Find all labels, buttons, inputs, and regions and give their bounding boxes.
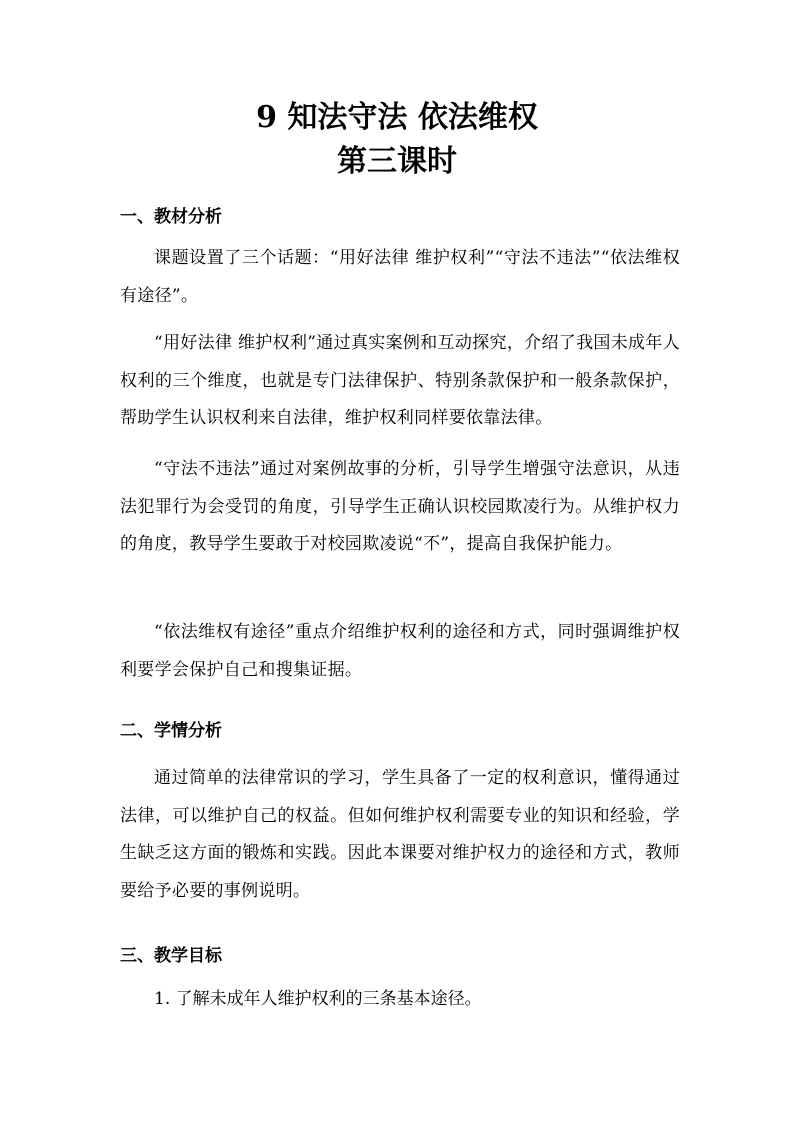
objective-item: 1. 了解未成年人维护权利的三条基本途径。	[154, 989, 482, 1009]
section-heading-textbook-analysis: 一、教材分析	[120, 207, 222, 227]
section-heading-learner-analysis: 二、学情分析	[120, 721, 222, 741]
paragraph-topics-intro: 课题设置了三个话题：“用好法律 维护权利”“守法不违法”“依法维权有途径”。	[120, 248, 680, 306]
document-subtitle: 第三课时	[337, 144, 457, 179]
paragraph-learner-analysis: 通过简单的法律常识的学习，学生具备了一定的权利意识，懂得通过法律，可以维护自己的权益。但如何维护权利需要专业的知识和经验，学生缺乏这方面的锻炼和实践。因此本课要对维护权力的途径和方式，教师要给予必要的事例说明。	[120, 768, 680, 901]
paragraph-use-law-protect-rights: “用好法律 维护权利”通过真实案例和互动探究，介绍了我国未成年人权利的三个维度，也就是专门法律保护、特别条款保护和一般条款保护，帮助学生认识权利来自法律，维护权利同样要依靠法律。	[120, 333, 680, 428]
section-heading-teaching-objectives: 三、教学目标	[120, 946, 222, 966]
paragraph-rights-protection-channels: “依法维权有途径”重点介绍维护权利的途径和方式，同时强调维护权利要学会保护自己和搜集证据。	[120, 622, 680, 680]
paragraph-abide-by-law: “守法不违法”通过对案例故事的分析，引导学生增强守法意识，从违法犯罪行为会受罚的角度，引导学生正确认识校园欺凌行为。从维护权力的角度，教导学生要敢于对校园欺凌说“不”，提高自我保护能力。	[120, 459, 680, 554]
document-title: 9 知法守法 依法维权	[256, 100, 538, 135]
